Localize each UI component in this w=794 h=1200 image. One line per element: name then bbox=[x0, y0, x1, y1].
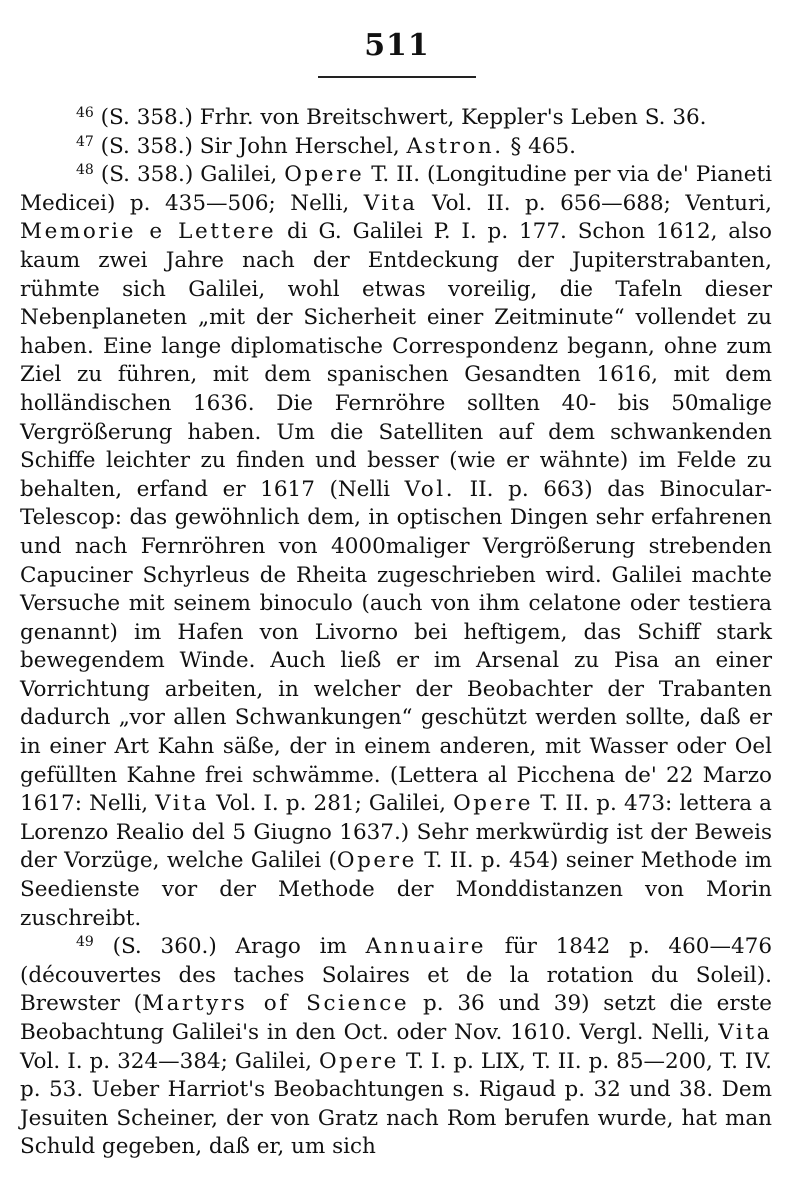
spaced-text: Opere bbox=[336, 848, 417, 874]
footnote-46 bbox=[20, 104, 772, 133]
footnote-text: II. p. 663) das Binocular-Telescop: das gewöhnlich dem, in optischen Dingen sehr erfahrenen und nach Fernröhren von 4000maliger Vergrößerung strebenden Capuciner Schyrleus de Rheita zugeschrieben wird. Galilei machte Versuche mit seinem binoculo (auch von ihm celatone oder testiera genannt) im Hafen von Livorno bei heftigem, das Schiff stark bewegendem Winde. Auch ließ er im Arsenal zu Pisa an einer Vorrichtung arbeiten, in welcher der Beobachter der Trabanten dadurch „vor allen Schwankungen“ geschützt werden sollte, daß er in einer Art Kahn säße, der in einem anderen, mit Wasser oder Oel gefüllten Kahne frei schwämme. (Lettera al Picchena de' 22 Marzo 1617: Nelli, bbox=[20, 476, 772, 817]
spaced-text: Vita bbox=[155, 791, 209, 817]
footnote-47 bbox=[20, 133, 772, 162]
header-rule bbox=[318, 76, 476, 78]
spaced-text: Opere bbox=[453, 791, 534, 817]
footnote-number: 46 bbox=[76, 105, 94, 121]
footnote-text: T. II. p. 454) seiner Methode im Seedienste vor der Methode der Monddistanzen von Morin zuschreibt. bbox=[20, 848, 772, 931]
footnote-text: T. II. (Longitudine per via de' Pianeti Medicei) p. 435—506; Nelli, bbox=[20, 162, 772, 216]
footnote-text: (S. 358.) Sir John Herschel, bbox=[100, 133, 407, 159]
spaced-text: Astron. bbox=[406, 133, 504, 159]
spaced-text: Martyrs of Science bbox=[142, 991, 410, 1017]
footnote-text: (S. 358.) Galilei, bbox=[100, 162, 285, 188]
spaced-text: Vol. bbox=[404, 476, 456, 502]
spaced-text: Annuaire bbox=[365, 934, 487, 960]
spaced-text: Vita bbox=[718, 1020, 772, 1045]
footnote-text: di G. Galilei P. I. p. 177. Schon 1612, also kaum zwei Jahre nach der Entdeckung der Jupiterstrabanten, rühmte sich Galilei, wohl etwas voreilig, die Tafeln dieser Nebenplaneten „mit der Sicherheit einer Zeitminute“ vollendet zu haben. Eine lange diplomatische Correspondenz begann, ohne zum Ziel zu führen, mit dem spanischen Gesandten 1616, mit dem holländischen 1636. Die Fernröhre sollten 40- bis 50malige Vergrößerung haben. Um die Satelliten auf dem schwankenden Schiffe leichter zu finden und besser (wie er wähnte) im Felde zu behalten, erfand er 1617 (Nelli bbox=[20, 219, 772, 502]
footnote-text: T. I. p. LIX, T. II. p. 85—200, T. IV. p. 53. Ueber Harriot's Beobachtungen s. Rigaud p. 32 und 38. Dem Jesuiten Scheiner, der von Gratz nach Rom berufen wurde, hat man Schuld gegeben, daß er, um sich bbox=[20, 1048, 772, 1160]
footnote-number: 47 bbox=[76, 133, 94, 150]
spaced-text: Vita bbox=[363, 190, 418, 216]
footnotes-block bbox=[20, 104, 772, 1162]
footnote-text: (S. 360.) Arago im bbox=[112, 934, 366, 960]
footnote-text: p. 36 und 39) setzt die erste Beobachtung Galilei's in den Oct. oder Nov. 1610. Vergl. Nelli, bbox=[20, 991, 773, 1045]
spaced-text: Opere bbox=[284, 162, 365, 188]
footnote-text: für 1842 p. 460—476 (découvertes des taches Solaires et de la rotation du Soleil). Brewster ( bbox=[20, 934, 772, 1017]
footnote-text: T. II. p. 473: lettera a Lorenzo Realio del 5 Giugno 1637.) Sehr merkwürdig ist der Beweis der Vorzüge, welche Galilei ( bbox=[20, 791, 772, 874]
footnote-text: (S. 358.) Frhr. von Breitschwert, Keppler's Leben S. 36. bbox=[100, 105, 707, 130]
spaced-text: Opere bbox=[318, 1048, 399, 1074]
footnote-text: Vol. I. p. 281; Galilei, bbox=[208, 791, 454, 817]
footnote-number: 49 bbox=[76, 934, 94, 951]
spaced-text: Memorie e Lettere bbox=[20, 219, 277, 245]
footnote-49 bbox=[20, 933, 772, 1162]
footnote-48 bbox=[20, 161, 772, 933]
footnote-text: § 465. bbox=[503, 133, 577, 159]
footnote-text: Vol. II. p. 656—688; Venturi, bbox=[417, 190, 772, 216]
footnote-text: Vol. I. p. 324—384; Galilei, bbox=[20, 1048, 319, 1074]
page-number: 511 bbox=[364, 28, 430, 63]
footnote-number: 48 bbox=[76, 162, 94, 179]
